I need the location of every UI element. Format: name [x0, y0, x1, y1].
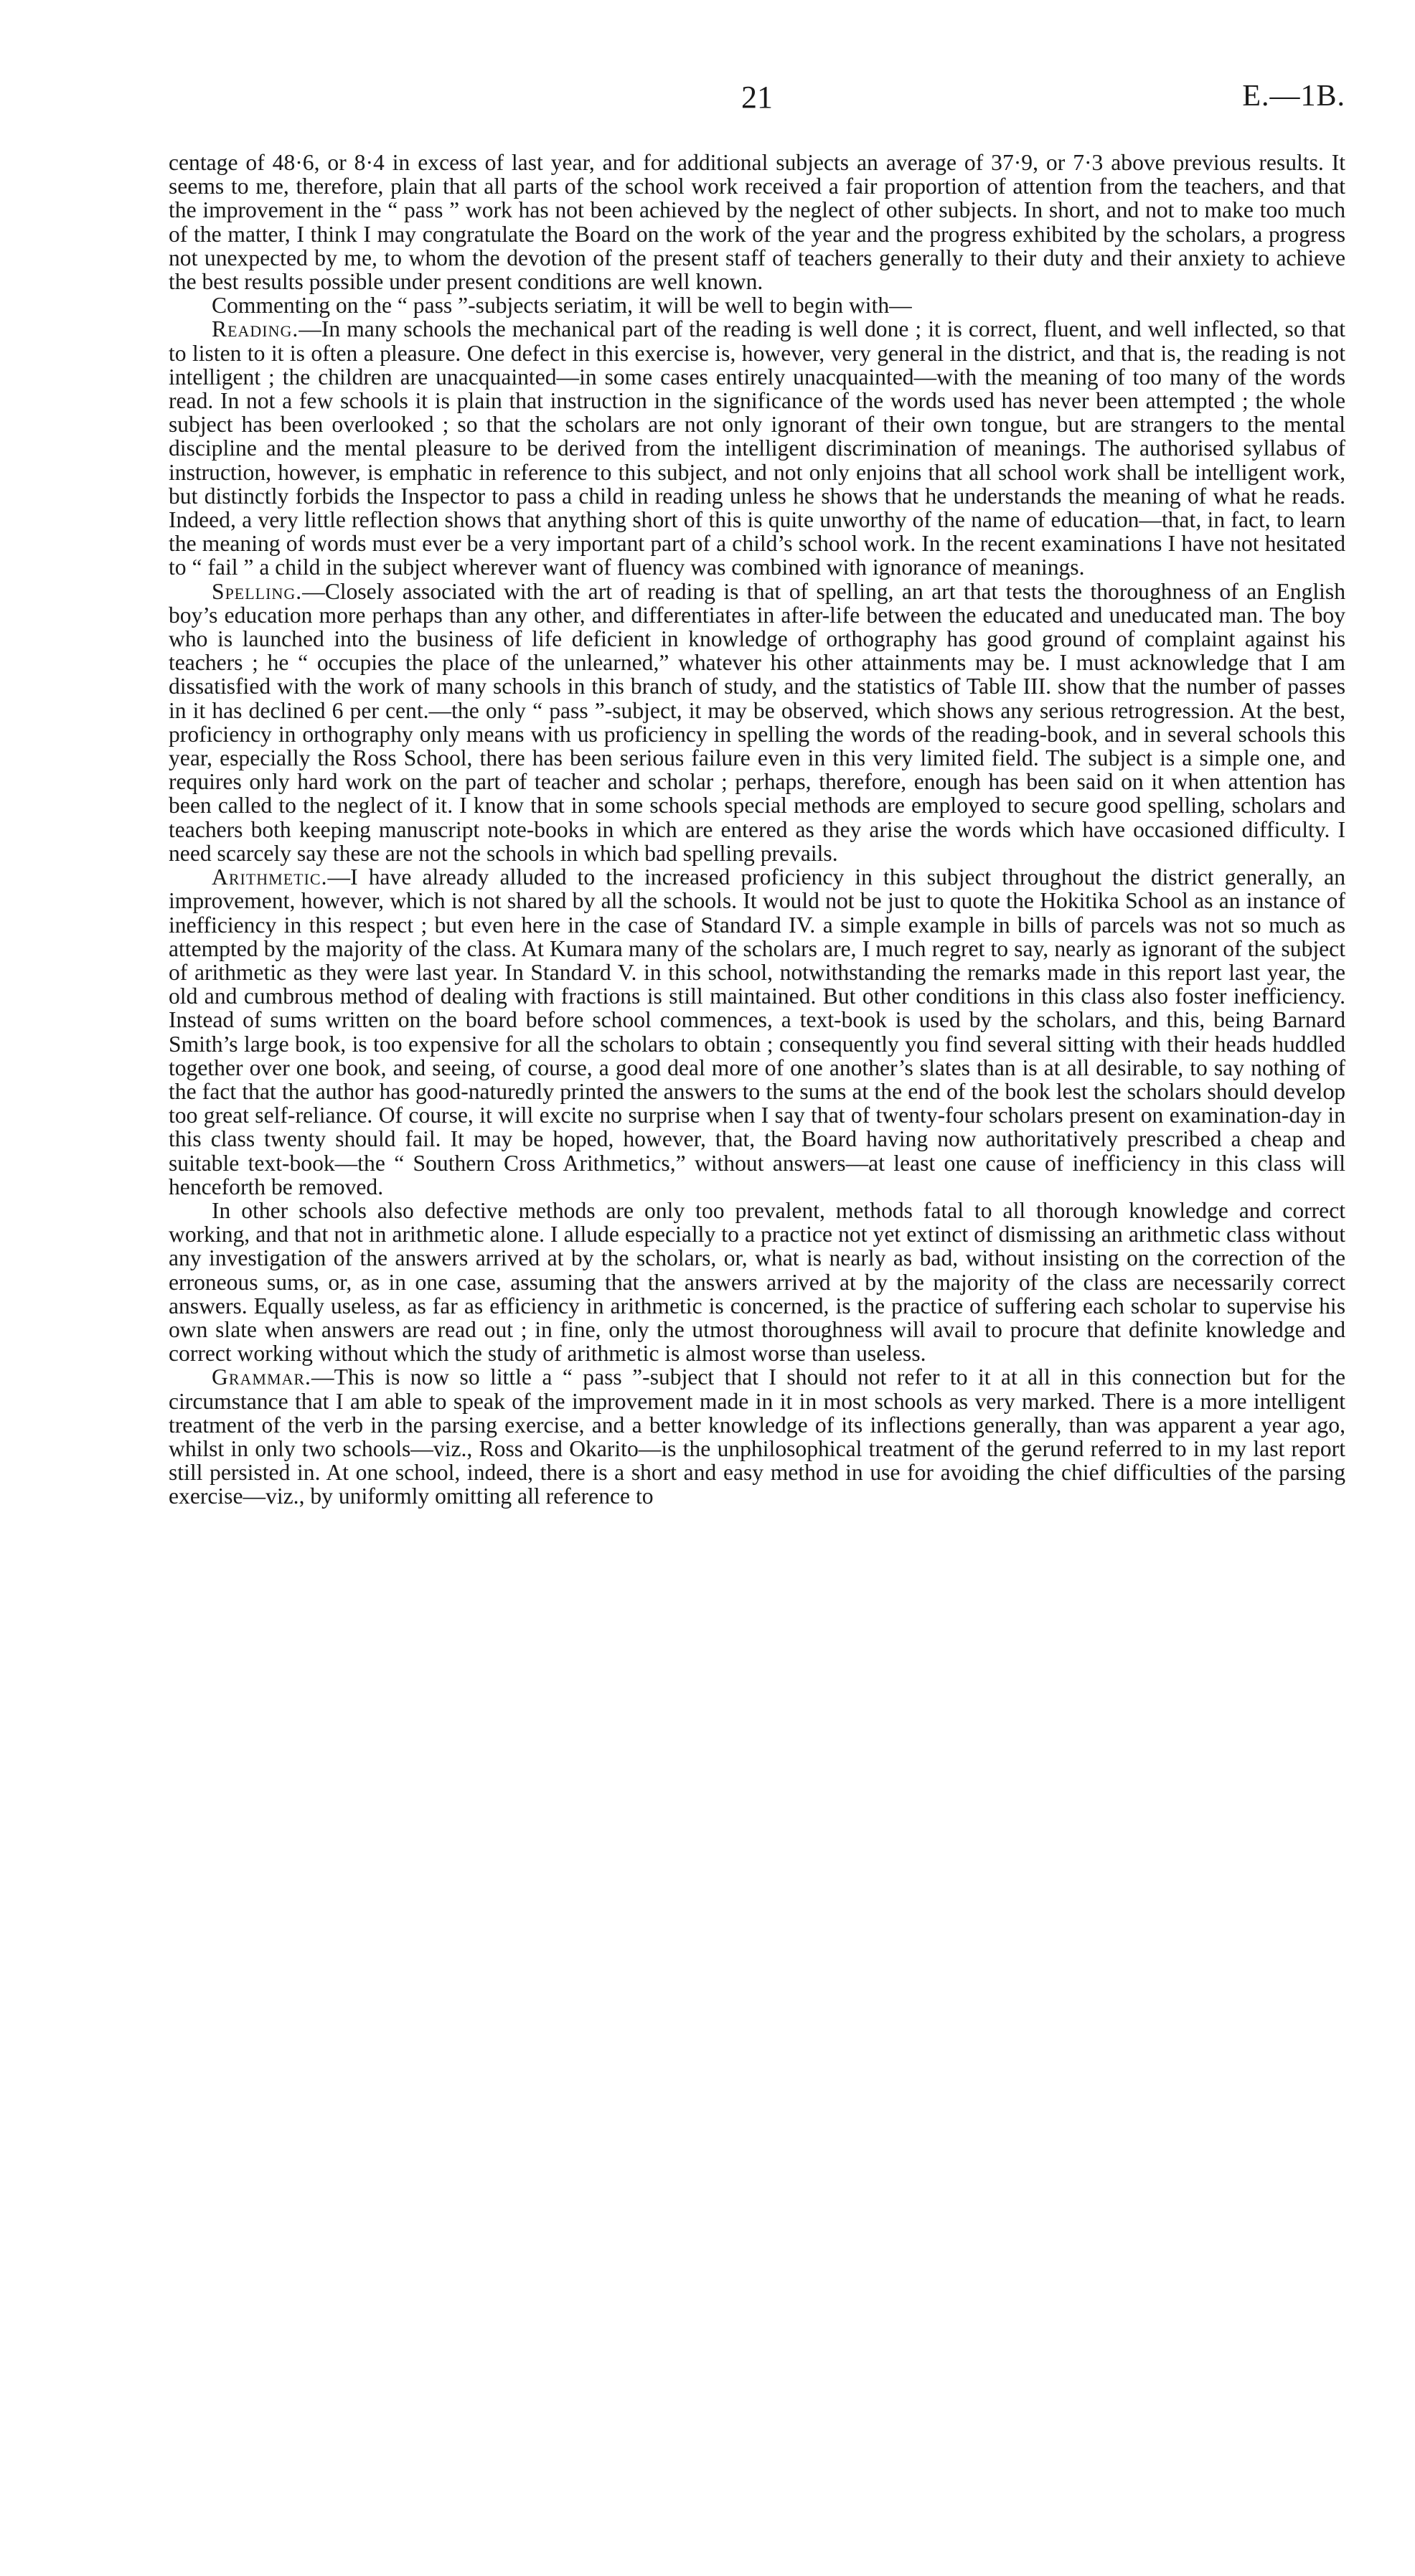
paragraph-text: —This is now so little a “ pass ”-subject that I should not refer to it at all in this connection but for the circumstance that I am able to speak of the improvement made in it in most schools as very marked. There is a more intelligent treatment of the verb in the parsing exercise, and a better knowledge of its inflections generally, than was apparent a year ago, whilst in only two schools—viz., Ross and Okarito—is the unphilosophical treatment of the gerund referred to in my last report still persisted in. At one school, indeed, there is a short and easy method in use for avoiding the chief difficulties of the parsing exercise—viz., by uniformly omitting all reference to: [169, 1364, 1345, 1509]
paragraph-continuation: [169, 151, 1345, 293]
paragraph-spelling: [169, 580, 1345, 865]
section-heading-spelling: Spelling.: [212, 578, 303, 604]
document-reference: E.—1B.: [1242, 80, 1345, 113]
paragraph-text: centage of 48·6, or 8·4 in excess of last year, and for additional subjects an average of 37·9, or 7·3 above previous results. It seems to me, therefore, plain that all parts of the school work received a fair proportion of attention from the teachers, and that the improvement in the “ pass ” work has not been achieved by the neglect of other subjects. In short, and not to make too much of the matter, I think I may congratulate the Board on the work of the year and the progress exhibited by the scholars, a progress not unexpected by me, to whom the devotion of the present staff of teachers generally to their duty and their anxiety to achieve the best results possible under present conditions are well known.: [169, 150, 1345, 295]
section-heading-grammar: Grammar.: [212, 1364, 311, 1390]
paragraph-text: In other schools also defective methods are only too prevalent, methods fatal to all thorough knowledge and correct working, and that not in arithmetic alone. I allude especially to a practice not yet extinct of dismissing an arithmetic class without any investigation of the answers arrived at by the scholars, or, what is nearly as bad, without insisting on the correction of the erroneous sums, or, as in one case, assuming that the answers arrived at by the majority of the class are necessarily correct answers. Equally useless, as far as efficiency in arithmetic is concerned, is the practice of suffering each scholar to supervise his own slate when answers are read out ; in fine, only the utmost thoroughness will avail to procure that definite knowledge and correct working without which the study of arithmetic is almost worse than useless.: [169, 1197, 1345, 1367]
paragraph-text: —Closely associated with the art of reading is that of spelling, an art that tests the thoroughness of an English boy’s education more perhaps than any other, and differentiates in after-life between the educated and uneducated man. The boy who is launched into the business of life deficient in knowledge of orthography has good ground of complaint against his teachers ; he “ occupies the place of the unlearned,” whatever his other attainments may be. I must acknowledge that I am dissatisfied with the work of many schools in this branch of study, and the statistics of Table III. show that the number of passes in it has declined 6 per cent.—the only “ pass ”-subject, it may be observed, which shows any serious retrogression. At the best, proficiency in orthography only means with us proficiency in spelling the words of the reading-book, and in several schools this year, especially the Ross School, there has been serious failure even in this very limited field. The subject is a simple one, and requires only hard work on the part of teacher and scholar ; perhaps, therefore, enough has been said on it when attention has been called to the neglect of it. I know that in some schools special methods are employed to secure good spelling, scholars and teachers both keeping manuscript note-books in which are entered as they arise the words which have occasioned difficulty. I need scarcely say these are not the schools in which bad spelling prevails.: [169, 578, 1345, 866]
paragraph-text: Commenting on the “ pass ”-subjects seriatim, it will be well to begin with—: [212, 293, 912, 319]
paragraph-grammar: [169, 1365, 1345, 1508]
page-header: [169, 79, 1345, 122]
paragraph-text: —In many schools the mechanical part of the reading is well done ; it is correct, fluent, and well inflected, so that to listen to it is often a pleasure. One defect in this exercise is, however, very general in the district, and that is, the reading is not intelligent ; the children are unacquainted—in some cases entirely unacquainted—with the meaning of too many of the words read. In not a few schools it is plain that instruction in the significance of the words used has never been attempted ; the whole subject has been overlooked ; so that the scholars are not only ignorant of their own tongue, but are strangers to the mental discipline and the mental pleasure to be derived from the intelligent discrimination of meanings. The authorised syllabus of instruction, however, is emphatic in reference to this subject, and not only enjoins that all school work shall be intelligent work, but distinctly forbids the Inspector to pass a child in reading unless he shows that he understands the meaning of what he reads. Indeed, a very little reflection shows that anything short of this is quite unworthy of the name of education—that, in fact, to learn the meaning of words must ever be a very important part of a child’s school work. In the recent examinations I have not hesitated to “ fail ” a child in the subject wherever want of fluency was combined with ignorance of meanings.: [169, 316, 1345, 580]
paragraph-other-schools: [169, 1199, 1345, 1365]
paragraph-arithmetic: [169, 865, 1345, 1199]
paragraph-text: —I have already alluded to the increased proficiency in this subject throughout the district generally, an improvement, however, which is not shared by all the schools. It would not be just to quote the Hokitika School as an instance of inefficiency in this respect ; but even here in the case of Standard IV. a simple example in bills of parcels was not so much as attempted by the majority of the class. At Kumara many of the scholars are, I much regret to say, nearly as ignorant of the subject of arithmetic as they were last year. In Standard V. in this school, notwithstanding the remarks made in this report last year, the old and cumbrous method of dealing with fractions is still maintained. But other conditions in this class also foster inefficiency. Instead of sums written on the board before school commences, a text-book is used by the scholars, and this, being Barnard Smith’s large book, is too expensive for all the scholars to obtain ; consequently you find several sitting with their heads huddled together over one book, and seeing, of course, a good deal more of one another’s slates than is at all desirable, to say nothing of the fact that the author has good-naturedly printed the answers to the sums at the end of the book lest the scholars should develop too great self-reliance. Of course, it will excite no surprise when I say that of twenty-four scholars present on examination-day in this class twenty should fail. It may be hoped, however, that, the Board having now authoritatively prescribed a cheap and suitable text-book—the “ Southern Cross Arithmetics,” without answers—at least one cause of inefficiency in this class will henceforth be removed.: [169, 864, 1345, 1199]
body-text: [169, 151, 1345, 1509]
paragraph-intro: [169, 293, 1345, 317]
page-number: 21: [741, 80, 773, 115]
section-heading-arithmetic: Arithmetic.: [212, 864, 328, 890]
paragraph-reading: [169, 317, 1345, 579]
section-heading-reading: Reading.: [212, 316, 299, 342]
